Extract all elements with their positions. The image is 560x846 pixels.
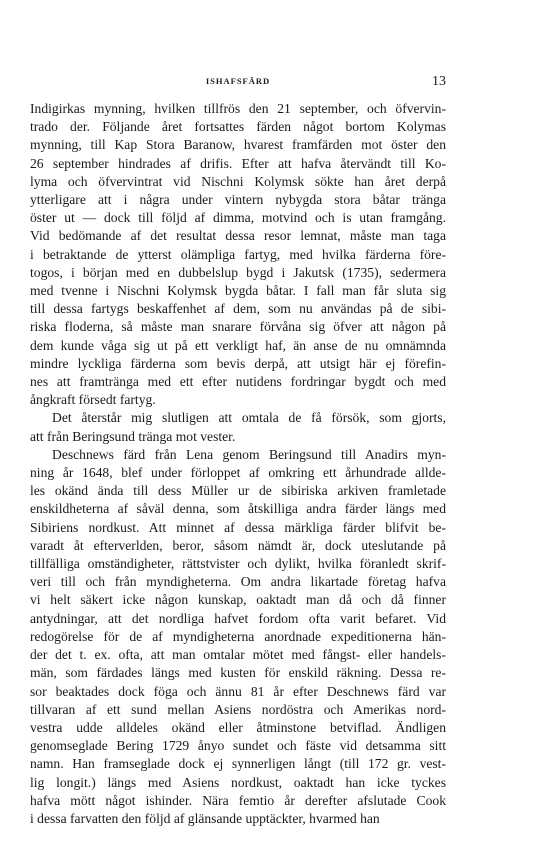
text-line: der det t. ex. ofta, att man omtalar mötet med fångst- eller handels-	[30, 647, 446, 663]
text-line: Deschnews färd från Lena genom Beringsund till Anadirs myn-	[52, 446, 446, 462]
text-line: i dessa farvatten den följd af glänsande upptäckter, hvarmed han	[30, 810, 380, 826]
running-title: ISHAFSFÄRD	[205, 76, 271, 86]
text-line: ning år 1648, blef under förloppet af omkring ett århundrade allde-	[30, 465, 446, 481]
paragraph	[30, 446, 446, 828]
text-line: varadt åt efterverlden, beror, såsom nämdt är, dock uteslutande på	[30, 537, 446, 553]
text-line: redogörelse för de af myndigheterna anordnade expeditionerna hän-	[30, 628, 446, 644]
page-number: 13	[432, 74, 446, 89]
text-line: mindre lyckliga färderna som bevis derpå, att utsigt här ej förefin-	[30, 355, 446, 371]
text-line: dem kunde våga sig ut på ett verkligt haf, än anse de nu omnämnda	[30, 337, 446, 353]
page-header	[30, 74, 446, 96]
text-line: ytterligare att i några under vintern nybygda stora båtar tränga	[30, 192, 446, 208]
text-line: män, som färdades längs med kusten för enskild räkning. Dessa re-	[30, 665, 446, 681]
text-line: ångkraft försedt fartyg.	[30, 392, 156, 408]
text-line: till dessa fartygs beskaffenhet af dem, som nu användas på de sibi-	[30, 301, 446, 317]
text-line: namn. Han framseglade dock ej synnerligen långt (till 172 gr. vest-	[30, 756, 446, 772]
text-line: 26 september hindrades af drifis. Efter att hafva återvändt till Ko-	[30, 155, 446, 171]
text-line: Sibiriens nordkust. Att minnet af dessa märkliga färder blifvit be-	[30, 519, 446, 535]
text-line: vi helt säkert icke någon kunskap, oaktadt man då och då finner	[30, 592, 446, 608]
text-line: mynning, till Kap Stora Baranow, hvarest framfärden mot öster den	[30, 137, 446, 153]
text-line: Vid bedömande af det resultat dessa resor lemnat, måste man taga	[30, 228, 446, 244]
text-line: med tvenne i Nischni Kolymsk bygda båtar. I fall man får sluta sig	[30, 283, 446, 299]
text-line: hafva mött något ishinder. Nära femtio år derefter afslutade Cook	[30, 792, 446, 808]
text-line: les okänd ända till dess Müller ur de sibiriska arkiven framletade	[30, 483, 446, 499]
text-line: enskildheterna af såväl denna, som åtskilliga andra färder längs med	[30, 501, 446, 517]
text-line: genomseglade Bering 1729 ånyo sundet och fäste vid detsamma sitt	[30, 738, 446, 754]
paragraph	[30, 409, 446, 445]
text-line: tillvaran af ett sund mellan Asiens nordöstra och Amerikas nord-	[30, 701, 446, 717]
text-line: Det återstår mig slutligen att omtala de få försök, som gjorts,	[52, 410, 446, 426]
text-line: trado der. Följande året fortsattes färden något bortom Kolymas	[30, 119, 446, 135]
text-line: att från Beringsund tränga mot vester.	[30, 428, 236, 444]
text-line: veri till och från myndigheterna. Om andra likartade företag hafva	[30, 574, 446, 590]
body-text	[30, 100, 446, 828]
text-line: antydningar, att det nordliga hafvet fordom ofta varit befaret. Vid	[30, 610, 446, 626]
text-line: vestra udde alldeles okänd eller åtminstone betviflad. Ändligen	[30, 719, 446, 735]
text-line: tillfälliga omständigheter, rättstvister och dylikt, hvilka föranledt skrif-	[30, 556, 446, 572]
text-line: riska floderna, så måste man snarare förvåna sig öfver att någon på	[30, 319, 446, 335]
text-line: lyma och öfvervintrat vid Nischni Kolymsk sökte han året derpå	[30, 173, 446, 189]
text-line: nes att framtränga med ett efter nutidens fordringar bygdt och med	[30, 374, 446, 390]
text-line: i betraktande de ytterst olämpliga fartyg, med hvilka färderna före-	[30, 246, 446, 262]
text-line: sor beaktades dock föga och ännu 81 år efter Deschnews färd var	[30, 683, 446, 699]
text-line: togos, i början med en dubbelslup bygd i Jakutsk (1735), sedermera	[30, 264, 446, 280]
paragraph	[30, 100, 446, 409]
text-line: lig longit.) längs med Asiens nordkust, oaktadt han icke tyckes	[30, 774, 446, 790]
text-line: öster ut — dock till följd af dimma, motvind och is utan framgång.	[30, 210, 446, 226]
text-line: Indigirkas mynning, hvilken tillfrös den 21 september, och öfvervin-	[30, 101, 446, 116]
book-page	[30, 74, 446, 828]
